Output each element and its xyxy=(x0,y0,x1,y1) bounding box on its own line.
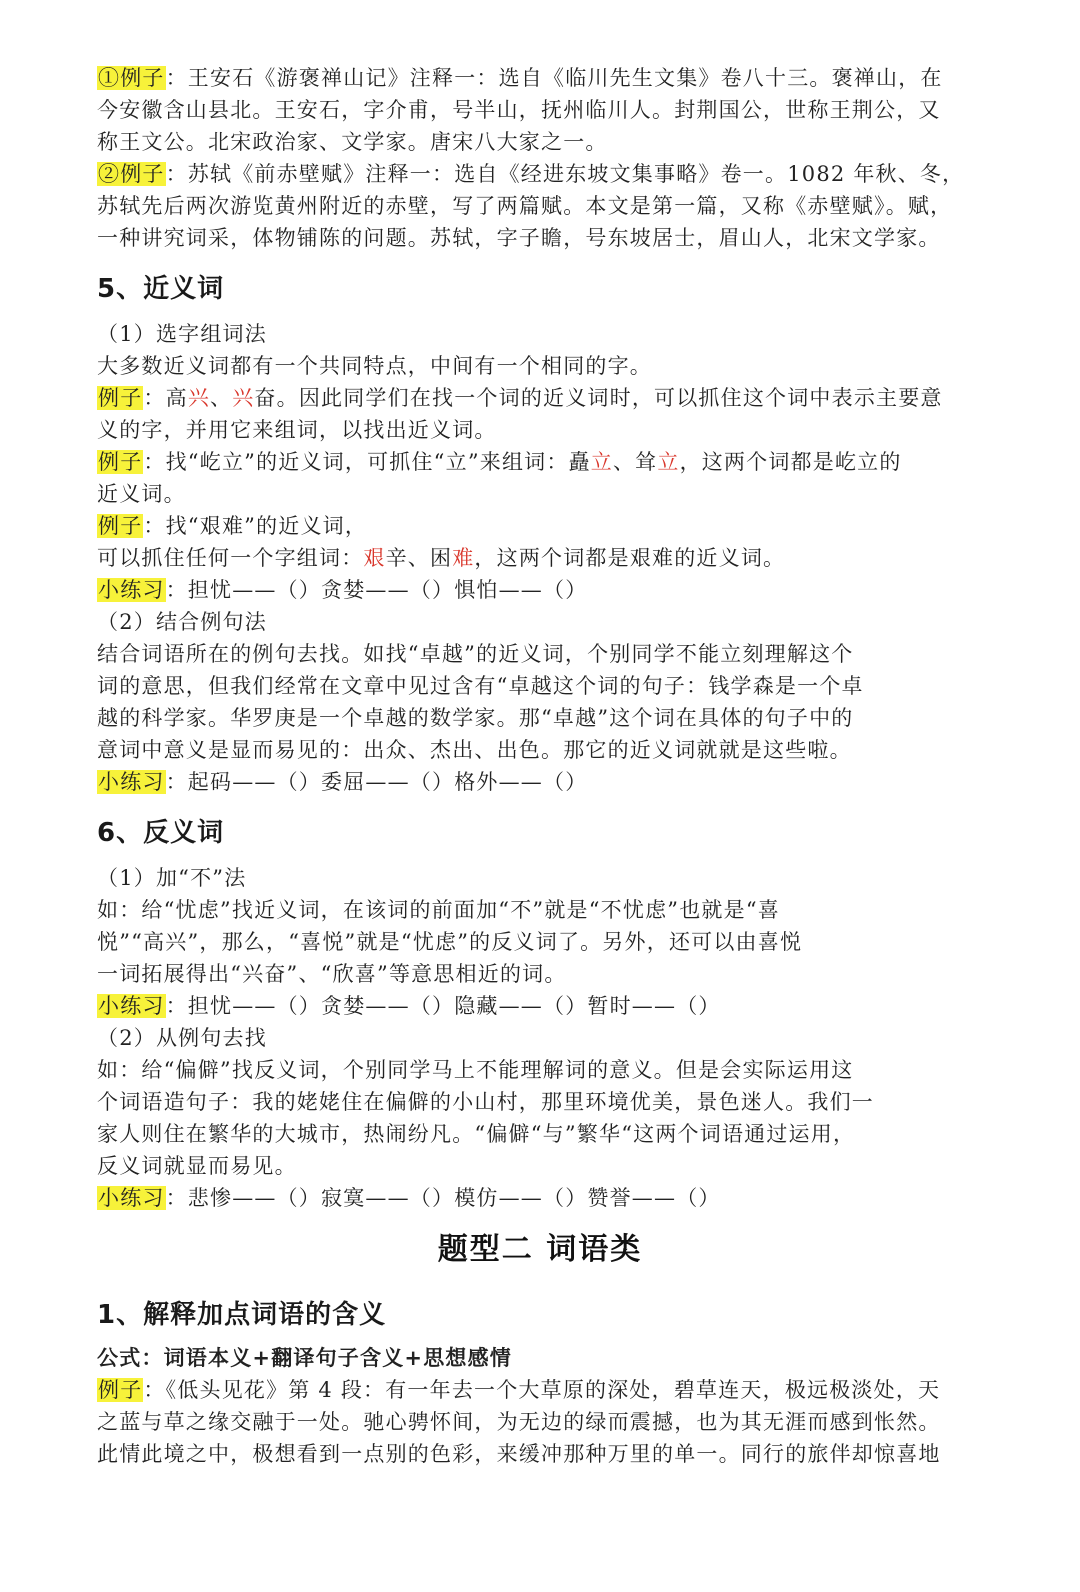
example-label: 例子 xyxy=(98,1378,143,1402)
paragraph-line: 个词语造句子：我的姥姥住在偏僻的小山村，那里环境优美，景色迷人。我们一 xyxy=(97,1090,874,1114)
practice-line: 小练习：担忧——（）贪婪——（）惧怕——（） xyxy=(98,578,588,602)
example-1-line-1: ①例子：王安石《游褒禅山记》注释一：选自《临川先生文集》卷八十三。褒禅山，在 xyxy=(98,66,943,90)
subheading: （2）从例句去找 xyxy=(97,1026,267,1050)
practice-label: 小练习 xyxy=(98,770,165,794)
example-line: 可以抓住任何一个字组词：艰辛、困难，这两个词都是艰难的近义词。 xyxy=(97,546,786,570)
paragraph-line: 如：给“偏僻”找反义词，个别同学马上不能理解词的意义。但是会实际运用这 xyxy=(97,1058,854,1082)
paragraph-line: 一词拓展得出“兴奋”、“欣喜”等意思相近的词。 xyxy=(97,962,567,986)
section-heading-explain-words: 1、解释加点词语的含义 xyxy=(97,1300,387,1330)
practice-line: 小练习：悲惨——（）寂寞——（）模仿——（）赞誉——（） xyxy=(98,1186,721,1210)
paragraph-line: 悦”“高兴”，那么，“喜悦”就是“忧虑”的反义词了。另外，还可以由喜悦 xyxy=(97,930,803,954)
example-line: 义的字，并用它来组词，以找出近义词。 xyxy=(97,418,497,442)
practice-line: 小练习：担忧——（）贪婪——（）隐藏——（）暂时——（） xyxy=(98,994,721,1018)
example-2-line-3: 一种讲究词采，体物铺陈的问题。苏轼，字子瞻，号东坡居士，眉山人，北宋文学家。 xyxy=(97,226,941,250)
example-2-line-1: ②例子：苏轼《前赤壁赋》注释一：选自《经进东坡文集事略》卷一。1082 年秋、冬， xyxy=(98,162,965,186)
example-label: 例子 xyxy=(98,386,143,410)
subheading: （2）结合例句法 xyxy=(97,610,267,634)
practice-label: 小练习 xyxy=(98,994,165,1018)
example-1-line-3: 称王文公。北宋政治家、文学家。唐宋八大家之一。 xyxy=(97,130,608,154)
subheading: （1）选字组词法 xyxy=(97,322,267,346)
paragraph-line: 家人则住在繁华的大城市，热闹纷凡。“偏僻“与”繁华“这两个词语通过运用， xyxy=(97,1122,856,1146)
paragraph-line: 反义词就显而易见。 xyxy=(97,1154,297,1178)
chapter-title: 题型二 词语类 xyxy=(437,1232,643,1267)
example-line: 例子：找“艰难”的近义词， xyxy=(98,514,368,538)
paragraph-line: 结合词语所在的例句去找。如找“卓越”的近义词，个别同学不能立刻理解这个 xyxy=(97,642,854,666)
example-line: 例子：找“屹立”的近义词，可抓住“立”来组词：矗立、耸立，这两个词都是屹立的 xyxy=(98,450,902,474)
example-2-line-2: 苏轼先后两次游览黄州附近的赤壁，写了两篇赋。本文是第一篇，又称《赤壁赋》。赋， xyxy=(97,194,953,218)
example-line: 近义词。 xyxy=(97,482,186,506)
practice-label: 小练习 xyxy=(98,1186,165,1210)
section-heading-synonyms: 5、近义词 xyxy=(97,274,225,304)
example-line: 例子：《低头见花》第 4 段：有一年去一个大草原的深处，碧草连天，极远极淡处，天 xyxy=(98,1378,941,1402)
example-line: 之蓝与草之缘交融于一处。驰心骋怀间，为无边的绿而震撼，也为其无涯而感到怅然。 xyxy=(97,1410,941,1434)
practice-label: 小练习 xyxy=(98,578,165,602)
paragraph-line: 大多数近义词都有一个共同特点，中间有一个相同的字。 xyxy=(97,354,652,378)
example-line: 例子：高兴、兴奋。因此同学们在找一个词的近义词时，可以抓住这个词中表示主要意 xyxy=(98,386,943,410)
example-1-line-2: 今安徽含山县北。王安石，字介甫，号半山，抚州临川人。封荆国公，世称王荆公，又 xyxy=(97,98,941,122)
paragraph-line: 越的科学家。华罗庚是一个卓越的数学家。那“卓越”这个词在具体的句子中的 xyxy=(97,706,854,730)
practice-line: 小练习：起码——（）委屈——（）格外——（） xyxy=(98,770,588,794)
paragraph-line: 词的意思，但我们经常在文章中见过含有“卓越这个词的句子：钱学森是一个卓 xyxy=(97,674,864,698)
section-heading-antonyms: 6、反义词 xyxy=(97,818,225,848)
subheading: （1）加“不”法 xyxy=(97,866,247,890)
example-label: ①例子 xyxy=(98,66,165,90)
paragraph-line: 如：给“忧虑”找近义词，在该词的前面加“不”就是“不忧虑”也就是“喜 xyxy=(97,898,780,922)
example-label: 例子 xyxy=(98,514,143,538)
example-line: 此情此境之中，极想看到一点别的色彩，来缓冲那种万里的单一。同行的旅伴却惊喜地 xyxy=(97,1442,941,1466)
paragraph-line: 意词中意义是显而易见的：出众、杰出、出色。那它的近义词就就是这些啦。 xyxy=(97,738,852,762)
example-label: ②例子 xyxy=(98,162,165,186)
formula-line: 公式：词语本义+翻译句子含义+思想感情 xyxy=(97,1346,512,1370)
example-label: 例子 xyxy=(98,450,143,474)
